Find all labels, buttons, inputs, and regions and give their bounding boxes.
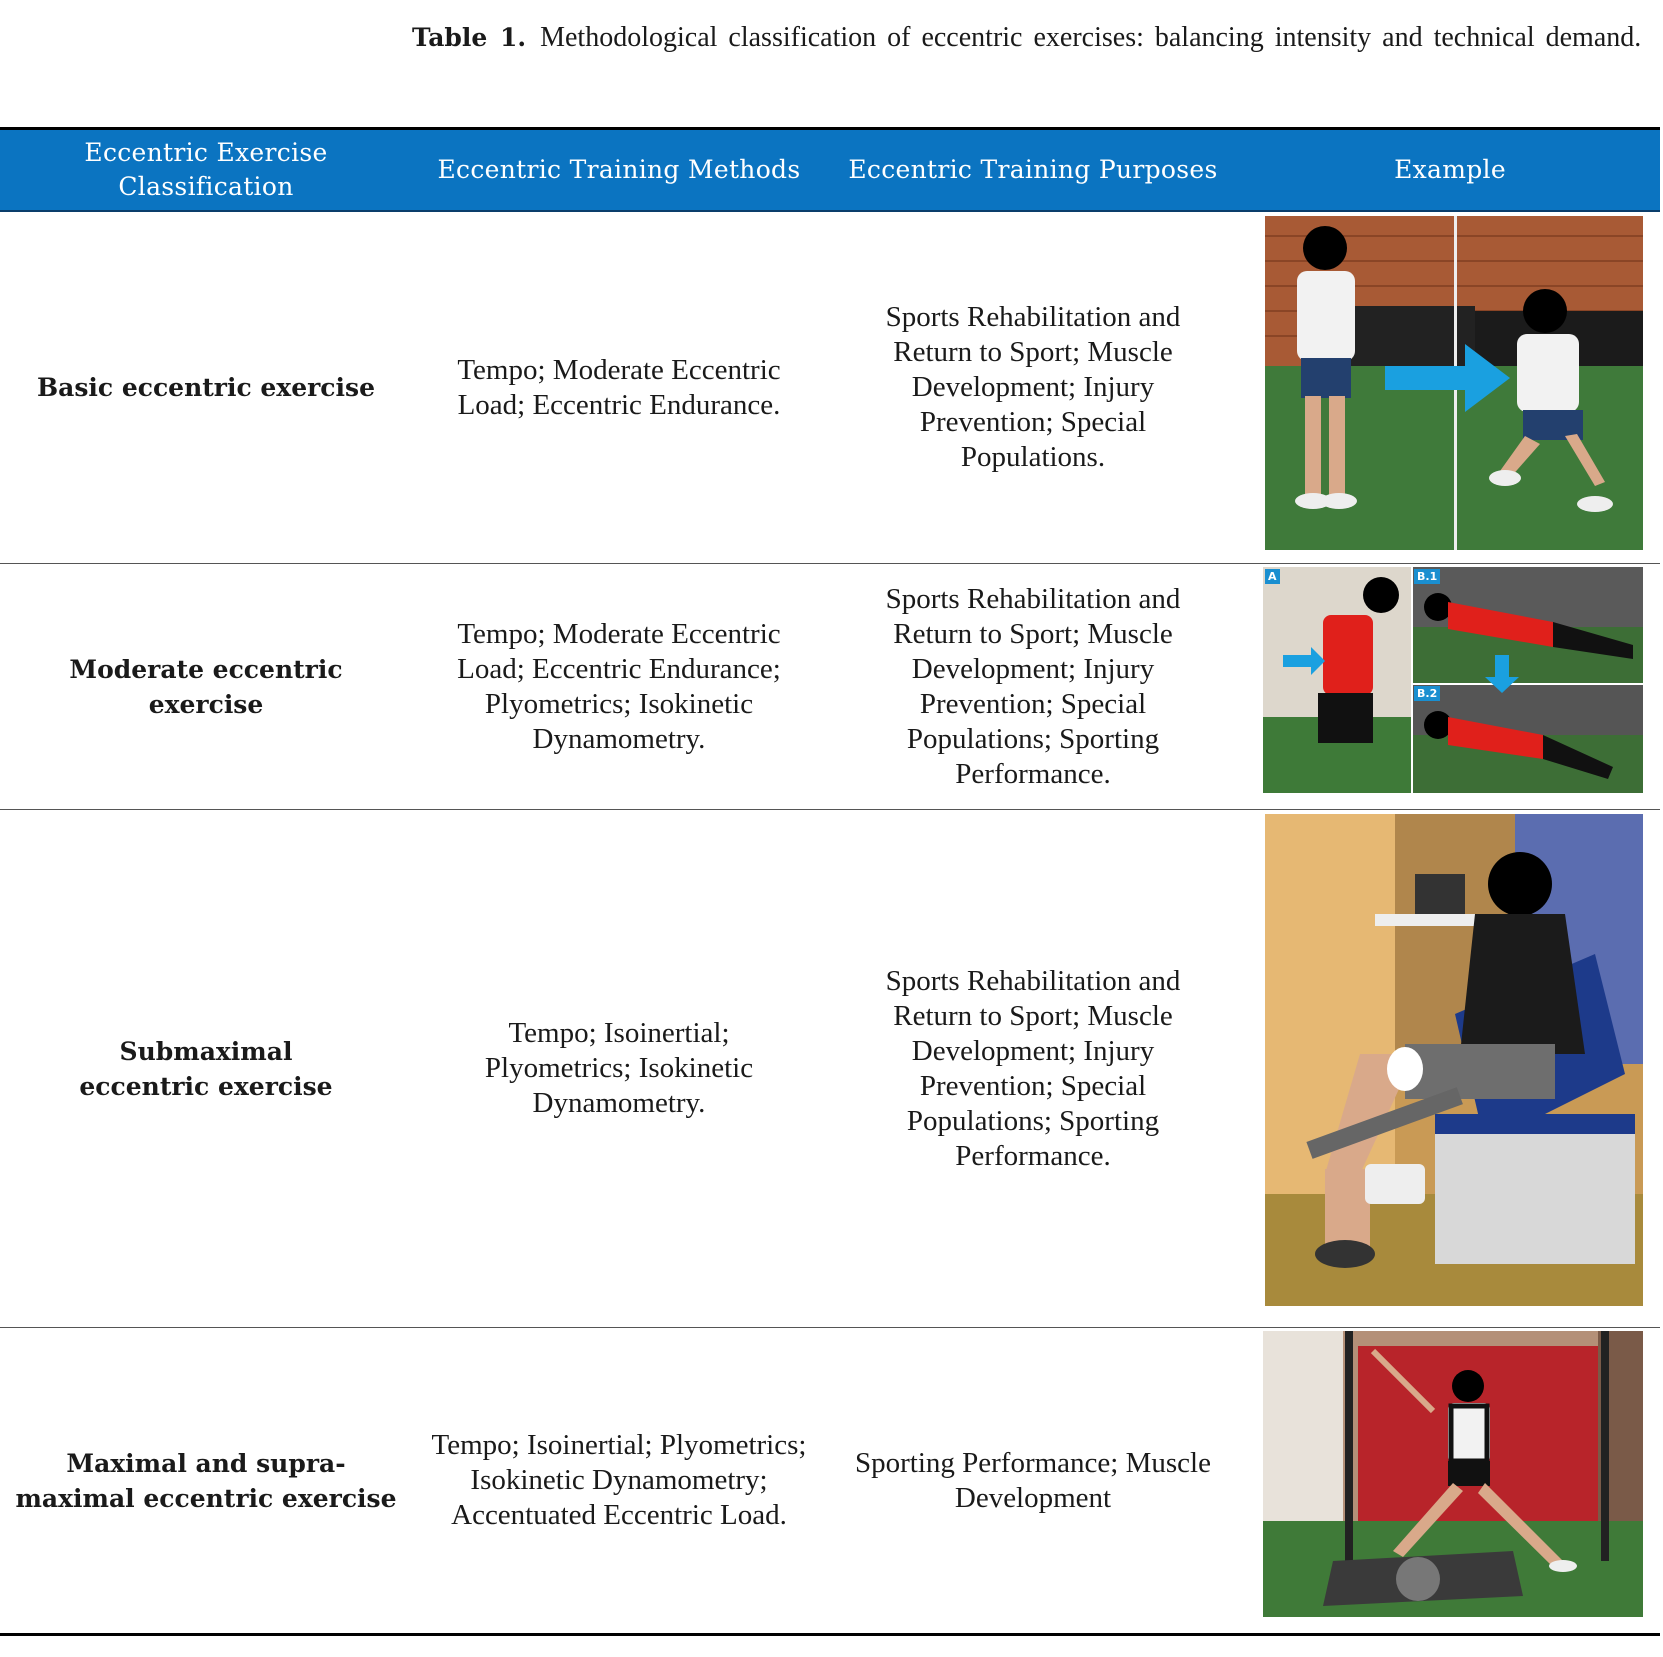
methods-cell: Tempo; Isoinertial; Plyometrics; Isokinetic Dynamometry; Accentuated Eccentric Load. bbox=[431, 1429, 807, 1531]
classification-cell: Submaximal eccentric exercise bbox=[79, 1036, 333, 1101]
table-header bbox=[0, 130, 1660, 212]
methods-cell: Tempo; Moderate Eccentric Load; Eccentric Endurance. bbox=[457, 353, 781, 421]
purposes-cell: Sports Rehabilitation and Return to Sport; Muscle Development; Injury Prevention; Special Populations; Sporting Performance. bbox=[885, 582, 1181, 790]
classification-cell: Moderate eccentric exercise bbox=[69, 654, 343, 719]
panel-label-a: A bbox=[1265, 569, 1280, 584]
basic-example-photo bbox=[1265, 216, 1643, 550]
methods-cell: Tempo; Moderate Eccentric Load; Eccentric Endurance; Plyometrics; Isokinetic Dynamometry. bbox=[457, 617, 781, 755]
table-row-submaximal bbox=[0, 810, 1660, 1327]
purposes-cell: Sports Rehabilitation and Return to Sport; Muscle Development; Injury Prevention; Special Populations; Sporting Performance. bbox=[885, 964, 1181, 1172]
header-purposes: Eccentric Training Purposes bbox=[848, 155, 1218, 184]
maximal-example-photo bbox=[1263, 1331, 1643, 1617]
caption-text: Methodological classification of eccentric exercises: balancing intensity and technical demand. bbox=[540, 22, 1642, 53]
header-classification: Eccentric Exercise Classification bbox=[84, 138, 328, 201]
moderate-example-photo bbox=[1263, 567, 1643, 793]
header-example: Example bbox=[1394, 155, 1506, 184]
table-row-basic bbox=[0, 212, 1660, 563]
table-row-maximal bbox=[0, 1328, 1660, 1633]
table-label: Table 1. bbox=[412, 23, 527, 52]
classification-cell: Basic eccentric exercise bbox=[37, 373, 375, 402]
panel-label-b2: B.2 bbox=[1414, 686, 1440, 701]
submaximal-example-photo bbox=[1265, 814, 1643, 1306]
table-row-moderate bbox=[0, 564, 1660, 809]
header-methods: Eccentric Training Methods bbox=[437, 155, 801, 184]
methods-cell: Tempo; Isoinertial; Plyometrics; Isokinetic Dynamometry. bbox=[484, 1017, 754, 1119]
purposes-cell: Sporting Performance; Muscle Development bbox=[855, 1446, 1211, 1514]
purposes-cell: Sports Rehabilitation and Return to Sport; Muscle Development; Injury Prevention; Special Populations. bbox=[885, 301, 1181, 473]
table-caption bbox=[412, 18, 1657, 58]
table-bottom-rule bbox=[0, 1633, 1660, 1636]
classification-cell: Maximal and supra-maximal eccentric exercise bbox=[15, 1448, 397, 1513]
panel-label-b1: B.1 bbox=[1414, 569, 1440, 584]
